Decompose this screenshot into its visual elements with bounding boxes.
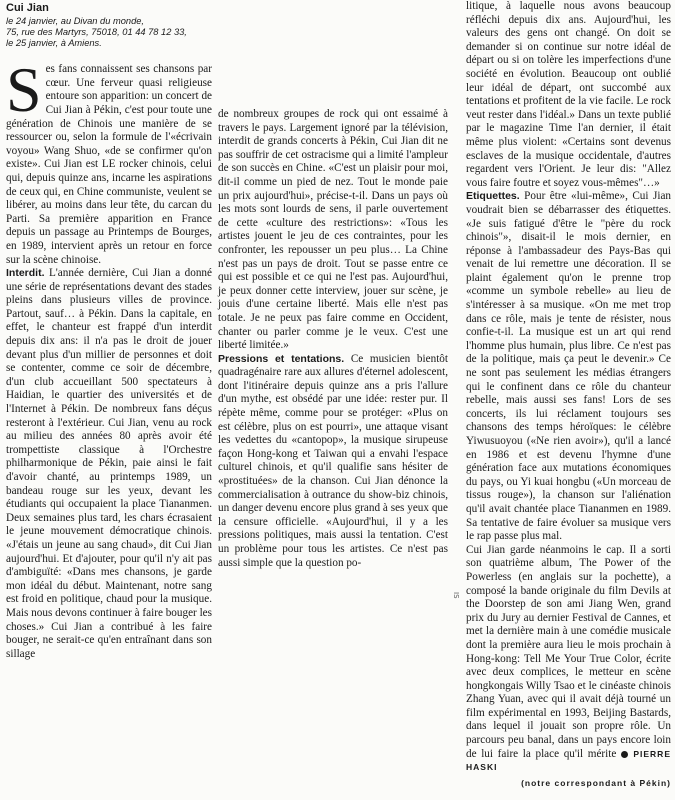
- column-1: [6, 0, 212, 661]
- intro-text: es fans connaissent ses chansons par cœur. Une ferveur quasi religieuse entoure son apparition: un concert de Cui Jian à Pékin, c'est pour toute une génération de Chinois une manière de se ressourcer ou, selon la formule de l'«écrivain voyou» Wang Shuo, «de se confirmer qu'on existe». Cui Jian est LE rocker chinois, celui qui, depuis quinze ans, incarne les aspirations de ceux qui, en Chine communiste, veulent se libérer, au moins dans leur tête, du carcan du Parti. Sa première apparition en France depuis un passage au Printemps de Bourges, en 1989, intervient après un retour en force sur la scène chinoise.: [6, 63, 212, 266]
- paragraph-pressions: [218, 353, 448, 571]
- paragraph-final: [466, 544, 671, 775]
- paragraph-interdit: [6, 267, 212, 661]
- paragraph-text: Pour être «lui-même», Cui Jian voudrait bien se débarrasser des étiquettes. «Je suis fatigué d'être le "père du rock chinois"», disait-il le mois dernier, en réponse à l'ambassadeur des Pays-Bas qui venait de lui remettre une décoration. Il se plaint également qu'on le prenne trop «comme un symbole rebelle» au lieu de s'intéresser à sa musique. «On me met trop dans ce rôle, mais je tente de résister, nous confie-t-il. La musique est un art qui rend l'homme plus humain, plus libre. Ce n'est pas de la politique, mais ça peut le devenir.» Ce ne sont pas seulement les médias étrangers qui le confinent dans ce rôle du chanteur rebelle, mais aussi ses fans! Lors de ses concerts, ils lui réclament toujours ses chansons des temps héroïques: le célèbre Yiwusuoyou («Ne rien avoir»), qu'il a lancé en 1986 et est devenu l'hymne d'une génération face aux mutations économiques du pays, ou Yi kuai hongbu («Un morceau de tissus rouge»), la chanson sur l'aliénation qu'il avait chantée place Tiananmen en 1989. Sa tentative de faire évoluer sa musique vers le rap passe plus mal.: [466, 190, 671, 543]
- intro-paragraph: [6, 54, 212, 267]
- event-caption: [6, 2, 212, 49]
- paragraph-text: Cui Jian garde néanmoins le cap. Il a sorti son quatrième album, The Power of the Powerless (en anglais sur la pochette), a composé la bande originale du film Devils at the Doorstep de son ami Jiang Wen, grand prix du Jury au dernier Festival de Cannes, et met la dernière main à une comédie musicale dont la première aura lieu le mois prochain à Hong-kong: Tell Me Your True Color, écrite avec deux complices, le metteur en scène hongkongais Willy Tsao et le cinéaste chinois Zhang Yuan, avec qui il avait déjà tourné un film expérimental en 1993, Beijing Bastards, dans lequel il jouait son propre rôle. Un parcours peu banal, dans un pays encore loin de lui faire la place qu'il mérite: [466, 543, 671, 760]
- subhead-pressions: Pressions et tentations.: [218, 352, 345, 365]
- subhead-interdit: Interdit.: [6, 267, 45, 280]
- caption-title: Cui Jian: [6, 2, 49, 14]
- column-2: [218, 0, 448, 570]
- paragraph-col2-1: de nombreux groupes de rock qui ont essaimé à travers le pays. Largement ignoré par la télévision, interdit de grands concerts à Pékin, Cui Jian dit ne pas souffrir de cet ostracisme qui a limité l'ampleur de son succès en Chine. «C'est un plaisir pour moi, dit-il comme un pied de nez. Tout le monde paie un prix aujourd'hui», précise-t-il. Dans un pays où les mots sont lourds de sens, il parle ouvertement de cette «culture des restrictions»: «Tous les artistes jouent le jeu de ces contraintes, pour les confronter, les repousser un peu plus… La Chine n'est pas un pays de droit. Tout se passe entre ce qui est possible et ce qui ne l'est pas. Aujourd'hui, je peux donner cette interview, jouer sur scène, je jouis d'une certaine liberté. Mais elle n'est pas totale. Je ne peux pas faire comme en Occident, chanter ou parler comme je le veux. C'est une liberté limitée.»: [218, 108, 448, 352]
- paragraph-col3-1: litique, à laquelle nous avons beaucoup réfléchi depuis dix ans. Aujourd'hui, les valeurs des gens ont changé. On doit se demander si on continue sur notre idéal de départ ou si on tolère les imperfections d'une société en évolution. Beaucoup ont oublié leur idéal de départ, ont succombé aux tentations et profitent de la vie facile. Le rock veut rester dans l'idéal.» Dans un texte publié par le magazine Time l'an dernier, il était même plus violent: «Certains sont devenus esclaves de la musique occidentale, d'autres regardent vers l'Orient. Je leur dis: "Allez vous faire foutre et soyez vous-mêmes"…»: [466, 0, 671, 189]
- paragraph-etiquettes: [466, 190, 671, 543]
- margin-mark: IS: [452, 592, 460, 599]
- subhead-etiquettes: Etiquettes.: [466, 190, 520, 203]
- author-note: (notre correspondant à Pékin): [521, 777, 671, 788]
- paragraph-text: Ce musicien bientôt quadragénaire rare aux allures d'éternel adolescent, dont l'itinéraire depuis quinze ans a pris l'allure d'un mythe, est obsédé par une idée: rester pur. Il répète même, comme pour se protéger: «Plus on est célèbre, plus on est pourri», une attaque visant les vedettes du «cantopop», la musique sirupeuse façon Hong-kong et Taiwan qui a envahi l'espace culturel chinois, et qu'il qualifie sans hésiter de «prostituées» de la chanson. Cui Jian dénonce la commercialisation à outrance du show-biz chinois, un danger devenu encore plus grand à ses yeux que la censure officielle. «Aujourd'hui, il y a les pressions politiques, mais aussi la tentation. C'est un problème pour tous les artistes. Ce n'est pas aussi simple que la question po-: [218, 352, 449, 569]
- caption-line-3: le 25 janvier, à Amiens.: [6, 38, 102, 48]
- drop-cap: S: [6, 54, 42, 126]
- caption-line-1: le 24 janvier, au Divan du monde,: [6, 15, 144, 26]
- paragraph-text: L'année dernière, Cui Jian a donné une série de représentations devant des stades pleins dans plusieurs villes de province. Partout, sauf… à Pékin. Dans la capitale, en effet, le chanteur est frappé d'un interdit depuis dix ans: il n'a pas le droit de jouer devant plus d'un millier de personnes et doit se contenter, comme ce soir de décembre, d'un club accueillant 500 spectateurs à Haidian, le quartier des universités et de l'Internet à Pékin. De nombreux fans déçus resteront à l'extérieur. Cui Jian, venu au rock au milieu des années 80 après avoir été trompettiste classique à l'Orchestre philharmonique de Pékin, paie ainsi le fait d'avoir chanté, au printemps 1989, un bandeau rouge sur les yeux, devant les étudiants qui occupaient la place Tiananmen. Deux semaines plus tard, les chars écrasaient le jeune mouvement démocratique chinois. «J'étais un jeune au sang chaud», dit Cui Jian aujourd'hui. Et d'ajouter, pour qu'il n'y ait pas d'ambiguïté: «Dans mes chansons, je garde mon idéal du début. Maintenant, notre sang est froid en politique, chaud pour la musique. Mais nous devons continuer à faire bouger les choses.» Cui Jian a contribué à les faire bouger, ne serait-ce qu'en entraînant dans son sillage: [6, 267, 212, 660]
- caption-line-2: 75, rue des Martyrs, 75018, 01 44 78 12 33,: [6, 26, 187, 37]
- end-mark-icon: [621, 751, 628, 758]
- column-3: [466, 0, 671, 790]
- author-signature: PIERRE HASKI: [466, 748, 671, 773]
